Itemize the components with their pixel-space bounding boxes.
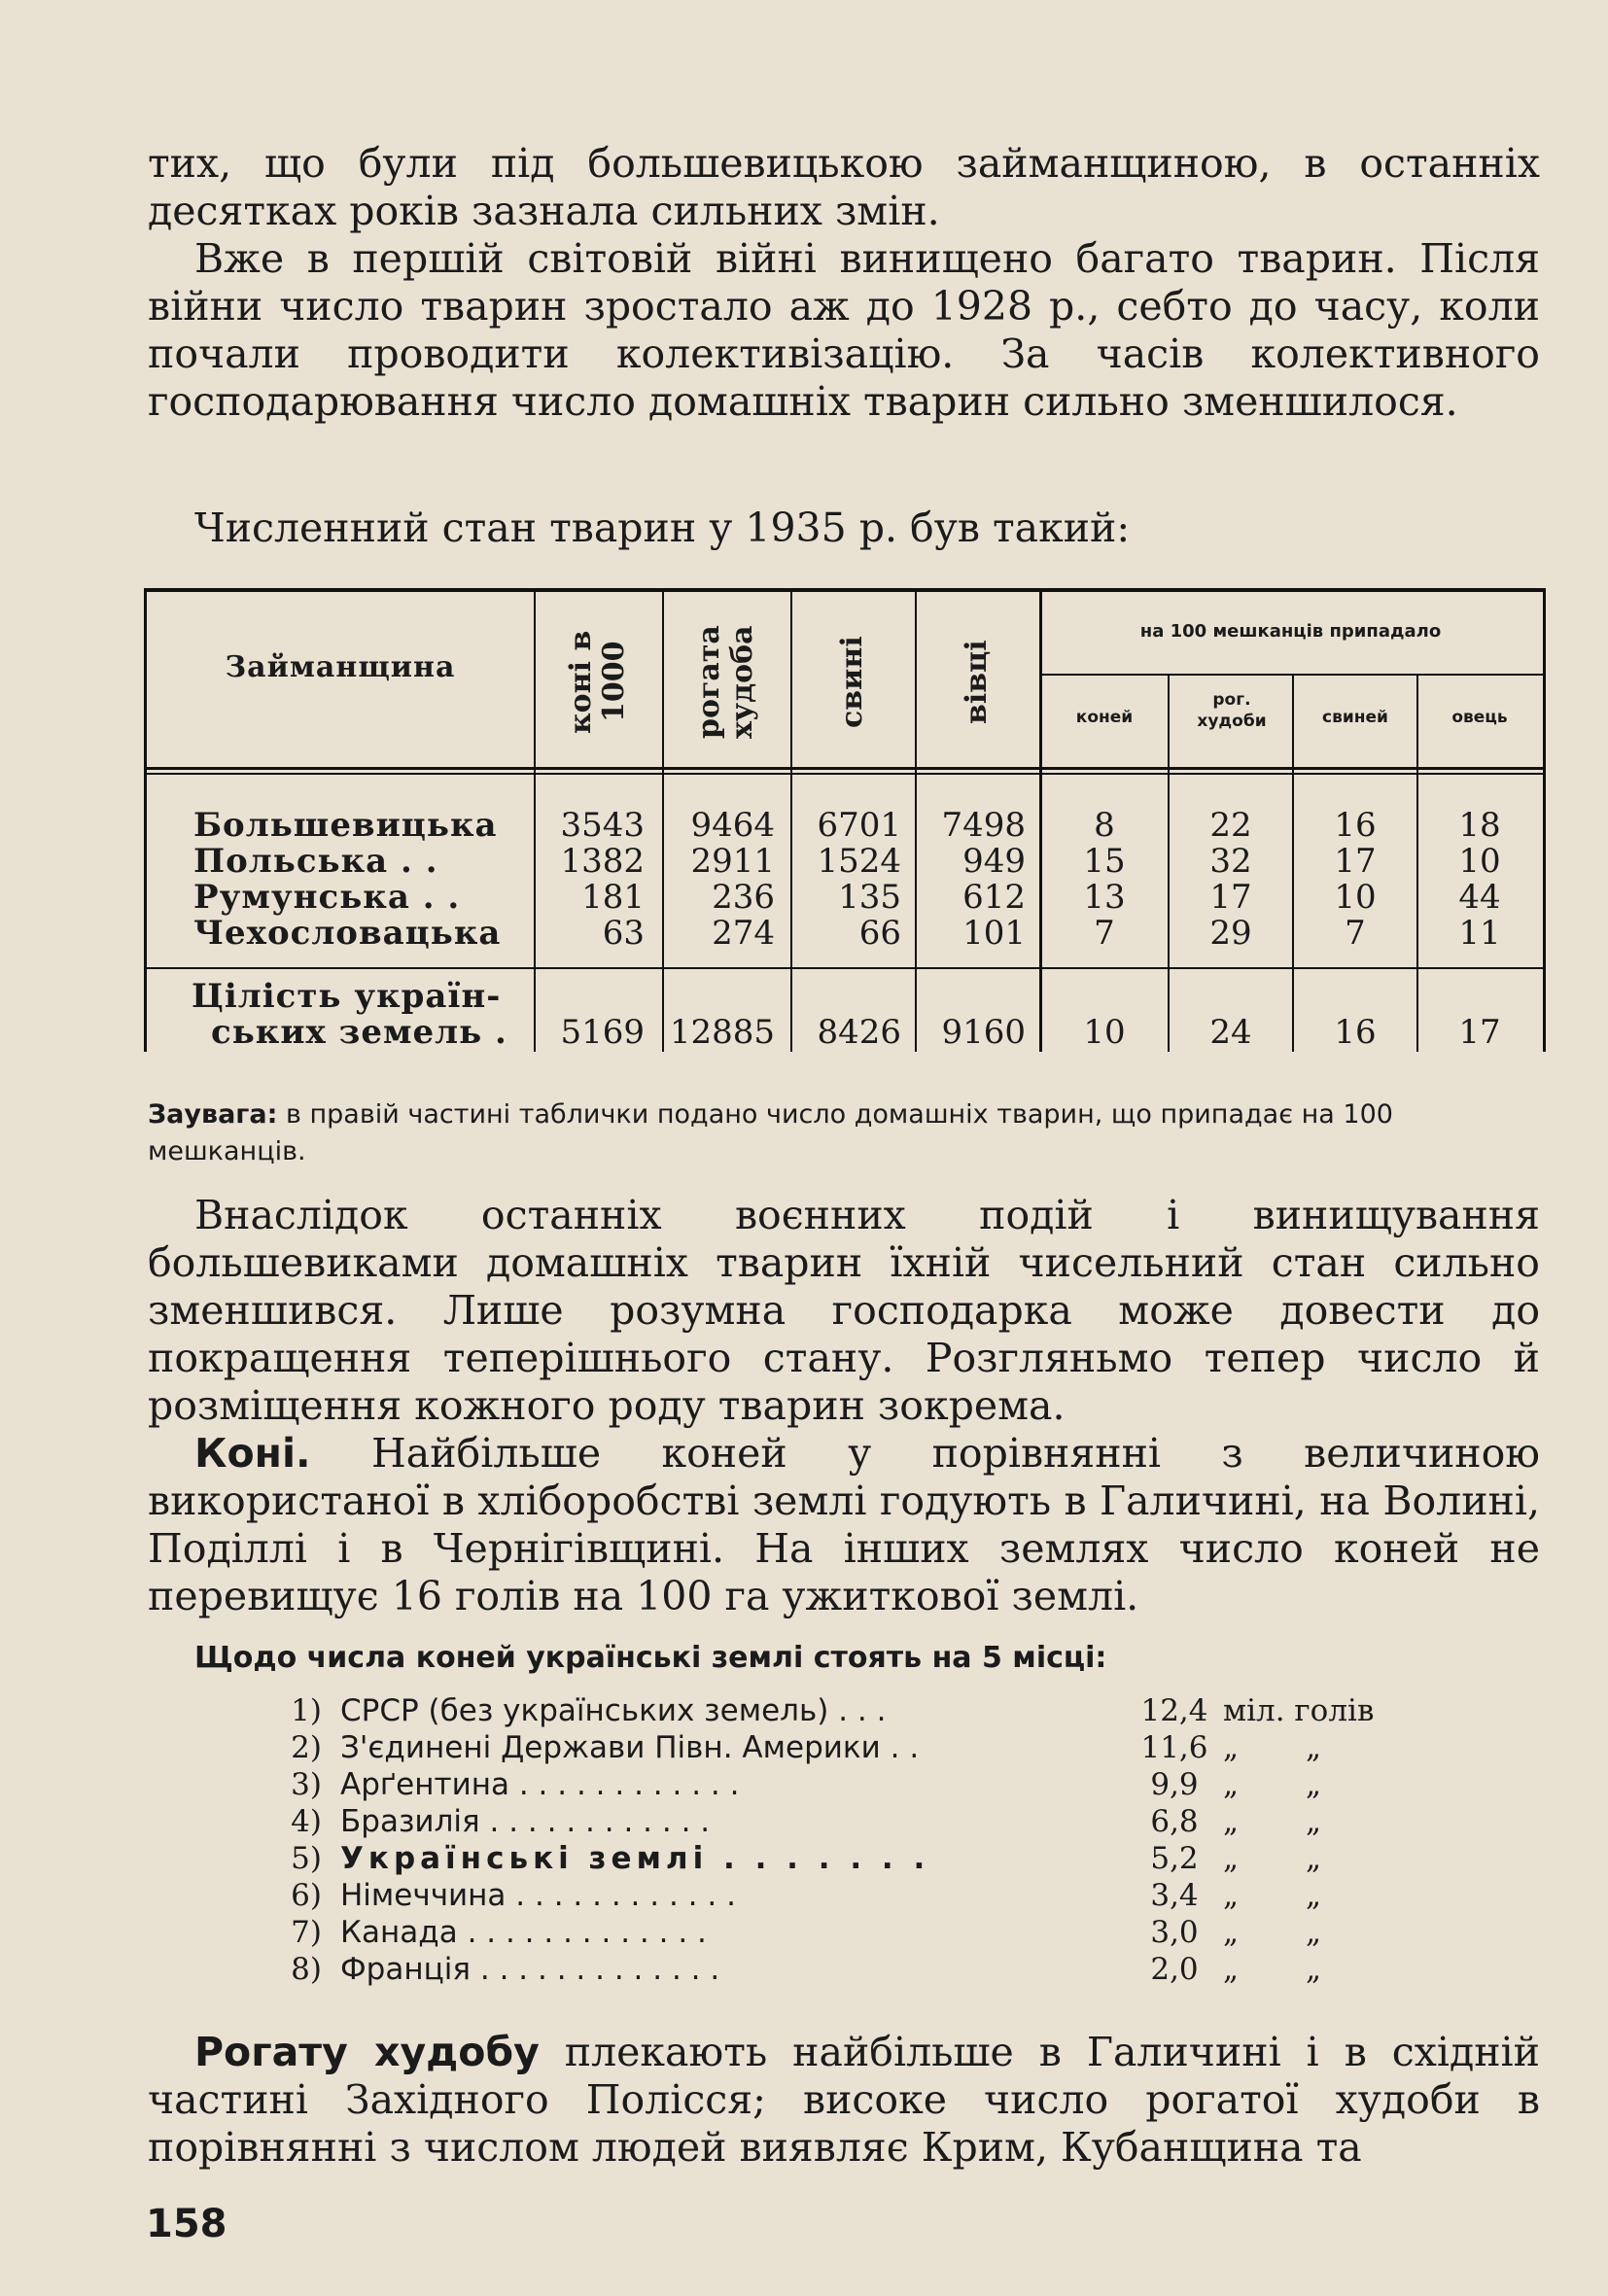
row-per-pigs: 17 bbox=[1334, 842, 1377, 881]
paragraph-3-text: Внаслідок останніх воєнних подій і винищування большевиками домашніх тварин їхній чисельний стан сильно зменшився. Лише розумна господарка може довести до покращення теперішнього стану. Розгляньмо тепер число й розміщення кожного роду тварин зокрема. bbox=[148, 1192, 1540, 1429]
row-horses: 181 bbox=[581, 878, 645, 917]
list-leader: . . . . . . . . . . . . bbox=[518, 1767, 740, 1802]
row-sheep: 949 bbox=[962, 842, 1026, 881]
horses-heading: Коні. bbox=[194, 1430, 311, 1477]
table-row bbox=[147, 878, 1543, 917]
paragraph-intro bbox=[148, 140, 1540, 426]
row-pigs: 1524 bbox=[817, 842, 901, 881]
row-per-cattle: 32 bbox=[1209, 842, 1252, 881]
list-index: 7) bbox=[291, 1915, 322, 1950]
total-territory-line-2: ських земель . bbox=[211, 1013, 507, 1052]
header-per-horses: коней bbox=[1075, 708, 1134, 727]
row-per-pigs: 16 bbox=[1334, 806, 1377, 845]
list-label-text: Канада bbox=[340, 1915, 458, 1950]
header-bottom-rule bbox=[147, 767, 1543, 770]
list-index: 4) bbox=[291, 1804, 322, 1839]
row-territory: Большевицька bbox=[193, 806, 498, 845]
row-per-horses: 7 bbox=[1094, 914, 1115, 953]
list-unit: „ „ bbox=[1223, 1730, 1322, 1765]
total-horses: 5169 bbox=[560, 1013, 645, 1052]
note-text: в правій частині таблички подано число домашніх тварин, що припадає на 100 мешканців. bbox=[148, 1099, 1393, 1166]
header-per-100: на 100 мешканців припадало bbox=[1139, 621, 1442, 642]
table-total-row bbox=[147, 1013, 1543, 1052]
row-sheep: 101 bbox=[962, 914, 1026, 953]
total-sheep: 9160 bbox=[941, 1013, 1026, 1052]
list-index: 3) bbox=[291, 1767, 322, 1802]
note-label: Заувага: bbox=[148, 1099, 278, 1130]
header-cattle: рогата худоба bbox=[692, 625, 759, 739]
row-per-cattle: 29 bbox=[1209, 914, 1252, 953]
list-value: 3,0 bbox=[1150, 1915, 1199, 1950]
paragraph-4-text: Найбільше коней у порівнянні з величиною використаної в хліборобстві землі годують в Галичині, на Волині, Поділлі і в Чернігівщині. На інших землях число коней не перевищує 16 голів на 100 га ужиткової землі. bbox=[148, 1430, 1540, 1619]
table-row bbox=[147, 806, 1543, 845]
row-per-sheep: 44 bbox=[1458, 878, 1501, 917]
list-leader: . . . bbox=[838, 1693, 887, 1728]
list-label bbox=[340, 1915, 707, 1950]
row-cattle: 274 bbox=[712, 914, 775, 953]
paragraph-2-text: Вже в першій світовій війні винищено багато тварин. Після війни число тварин зростало аж до 1928 р., себто до часу, коли почали проводити колективізацію. За часів колективного господарювання число домашніх тварин сильно зменшилося. bbox=[148, 235, 1540, 425]
list-leader: . . . . . . . . . . . . . bbox=[467, 1915, 707, 1950]
row-pigs: 135 bbox=[838, 878, 901, 917]
row-per-pigs: 7 bbox=[1345, 914, 1366, 953]
list-unit: міл. голів bbox=[1223, 1693, 1375, 1728]
row-sheep: 7498 bbox=[941, 806, 1026, 845]
total-per-sheep: 17 bbox=[1458, 1013, 1501, 1052]
list-value: 5,2 bbox=[1150, 1841, 1199, 1876]
row-cattle: 9464 bbox=[690, 806, 775, 845]
list-leader: . . bbox=[890, 1730, 920, 1765]
list-value: 3,4 bbox=[1150, 1878, 1199, 1913]
list-label bbox=[340, 1730, 919, 1765]
row-per-horses: 13 bbox=[1083, 878, 1126, 917]
header-per-sheep: овець bbox=[1451, 708, 1508, 727]
list-unit: „ „ bbox=[1223, 1841, 1322, 1876]
list-item bbox=[278, 1841, 1406, 1878]
row-cattle: 236 bbox=[712, 878, 775, 917]
list-item bbox=[278, 1952, 1406, 1989]
table-intro: Численний стан тварин у 1935 р. був такий: bbox=[194, 504, 1131, 551]
list-label-text: З'єдинені Держави Півн. Америки bbox=[340, 1730, 881, 1765]
total-pigs: 8426 bbox=[817, 1013, 901, 1052]
row-per-sheep: 10 bbox=[1458, 842, 1501, 881]
ranking-title: Щодо числа коней українські землі стоять на 5 місці: bbox=[194, 1641, 1107, 1675]
list-unit: „ „ bbox=[1223, 1915, 1322, 1950]
total-cattle: 12885 bbox=[669, 1013, 775, 1052]
total-separator-rule bbox=[147, 967, 1543, 969]
list-label bbox=[340, 1841, 929, 1876]
cattle-heading: Рогату худобу bbox=[194, 2029, 540, 2075]
total-per-cattle: 24 bbox=[1209, 1013, 1252, 1052]
table-note bbox=[148, 1096, 1540, 1170]
list-label bbox=[340, 1878, 736, 1913]
table-row bbox=[147, 842, 1543, 881]
table-total-row-label bbox=[147, 977, 1543, 1016]
list-item bbox=[278, 1804, 1406, 1841]
list-index: 2) bbox=[291, 1730, 322, 1765]
list-leader: . . . . . . . . . . . . bbox=[489, 1804, 711, 1839]
list-index: 1) bbox=[291, 1693, 322, 1728]
row-horses: 3543 bbox=[560, 806, 645, 845]
row-per-cattle: 17 bbox=[1209, 878, 1252, 917]
row-per-cattle: 22 bbox=[1209, 806, 1252, 845]
table-row bbox=[147, 914, 1543, 953]
header-horses: коні в 1000 bbox=[564, 630, 631, 734]
page-number: 158 bbox=[146, 2202, 227, 2246]
paragraph-4 bbox=[148, 1430, 1540, 1620]
row-per-horses: 15 bbox=[1083, 842, 1126, 881]
list-unit: „ „ bbox=[1223, 1878, 1322, 1913]
list-index: 5) bbox=[291, 1841, 322, 1876]
paragraph-5-text: плекають найбільше в Галичині і в східній частині Західного Полісся; високе число рогатої худоби в порівнянні з числом людей виявляє Крим, Кубанщина та bbox=[148, 2029, 1540, 2171]
row-territory: Польська . . bbox=[193, 842, 438, 881]
row-horses: 1382 bbox=[560, 842, 645, 881]
list-label-text: Арґентина bbox=[340, 1767, 509, 1802]
list-label-text: Бразилія bbox=[340, 1804, 480, 1839]
list-unit: „ „ bbox=[1223, 1804, 1322, 1839]
list-item bbox=[278, 1730, 1406, 1767]
list-item bbox=[278, 1915, 1406, 1952]
row-sheep: 612 bbox=[962, 878, 1026, 917]
row-per-sheep: 11 bbox=[1458, 914, 1501, 953]
list-value: 6,8 bbox=[1150, 1804, 1199, 1839]
paragraph-5 bbox=[148, 2029, 1540, 2172]
paragraph-3 bbox=[148, 1192, 1540, 1620]
list-label bbox=[340, 1693, 887, 1728]
total-per-pigs: 16 bbox=[1334, 1013, 1377, 1052]
row-horses: 63 bbox=[602, 914, 645, 953]
list-item bbox=[278, 1878, 1406, 1915]
total-per-horses: 10 bbox=[1083, 1013, 1126, 1052]
header-territory: Займанщина bbox=[225, 650, 456, 684]
row-per-sheep: 18 bbox=[1458, 806, 1501, 845]
list-label bbox=[340, 1952, 719, 1987]
row-pigs: 66 bbox=[858, 914, 901, 953]
header-pigs: свині bbox=[835, 636, 869, 728]
row-territory: Чехословацька bbox=[193, 914, 502, 953]
list-value: 11,6 bbox=[1140, 1730, 1208, 1765]
list-label-text: Українські землі bbox=[340, 1841, 709, 1876]
header-sheep: вівці bbox=[960, 640, 994, 724]
list-item bbox=[278, 1693, 1406, 1730]
row-per-pigs: 10 bbox=[1334, 878, 1377, 917]
list-label-text: СРСР (без українських земель) bbox=[340, 1693, 829, 1728]
list-label bbox=[340, 1804, 710, 1839]
list-label-text: Франція bbox=[340, 1952, 471, 1987]
paragraph-1-text: тих, що були під большевицькою займанщиною, в останніх десятках років зазнала сильних змін. bbox=[148, 140, 1540, 234]
list-item bbox=[278, 1767, 1406, 1804]
livestock-table bbox=[144, 588, 1546, 1052]
list-leader: . . . . . . . . . . . . . bbox=[479, 1952, 720, 1987]
list-unit: „ „ bbox=[1223, 1767, 1322, 1802]
list-leader: . . . . . . . . . . . . bbox=[515, 1878, 736, 1913]
list-value: 2,0 bbox=[1150, 1952, 1199, 1987]
list-label bbox=[340, 1767, 740, 1802]
list-label-text: Німеччина bbox=[340, 1878, 507, 1913]
row-per-horses: 8 bbox=[1094, 806, 1115, 845]
row-pigs: 6701 bbox=[817, 806, 901, 845]
row-territory: Румунська . . bbox=[193, 878, 461, 917]
list-leader: . . . . . . . bbox=[723, 1841, 930, 1876]
list-unit: „ „ bbox=[1223, 1952, 1322, 1987]
row-cattle: 2911 bbox=[690, 842, 775, 881]
header-per-pigs: свиней bbox=[1322, 708, 1388, 727]
list-index: 6) bbox=[291, 1878, 322, 1913]
total-territory-line-1: Цілість україн- bbox=[192, 977, 502, 1016]
list-index: 8) bbox=[291, 1952, 322, 1987]
header-bottom-rule-2 bbox=[147, 773, 1543, 775]
header-per-cattle: рог. худоби bbox=[1197, 690, 1267, 731]
list-value: 12,4 bbox=[1140, 1693, 1208, 1728]
list-value: 9,9 bbox=[1150, 1767, 1199, 1802]
